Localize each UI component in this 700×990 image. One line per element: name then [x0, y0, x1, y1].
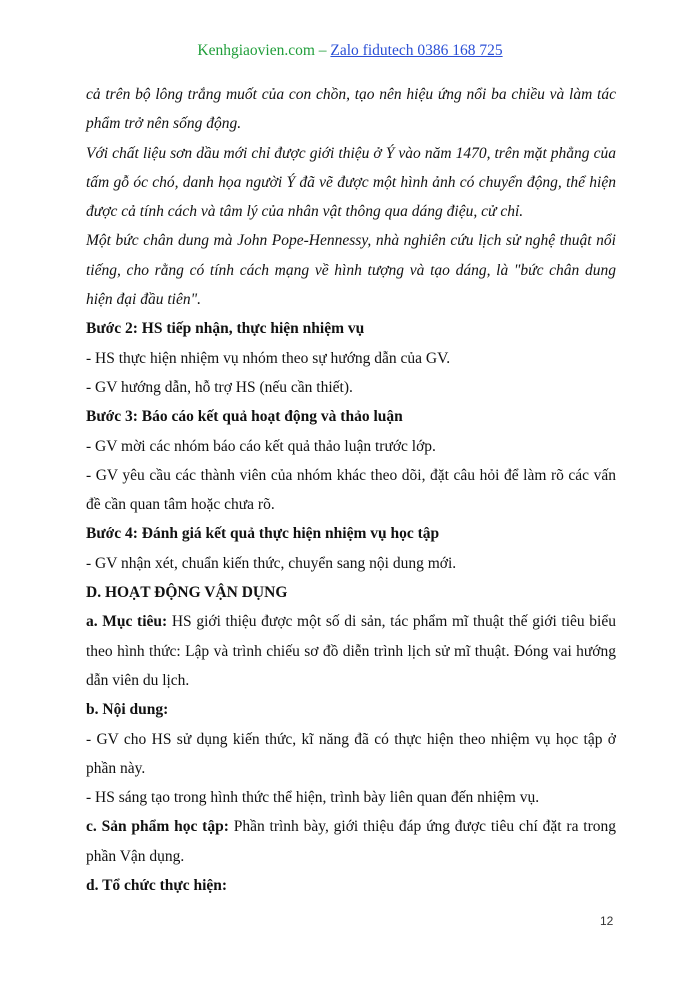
content-line-1: - GV cho HS sử dụng kiến thức, kĩ năng đã có thực hiện theo nhiệm vụ học tập ở phần này.	[86, 730, 616, 777]
content-line-2: - HS sáng tạo trong hình thức thể hiện, trình bày liên quan đến nhiệm vụ.	[86, 789, 540, 807]
section-d-heading: D. HOẠT ĐỘNG VẬN DỤNG	[86, 584, 288, 602]
step3-heading: Bước 3: Báo cáo kết quả hoạt động và thảo luận	[86, 408, 403, 426]
organization-heading: d. Tổ chức thực hiện:	[86, 877, 228, 895]
paragraph-intro-2: Với chất liệu sơn dầu mới chỉ được giới thiệu ở Ý vào năm 1470, trên mặt phẳng của tấm gỗ óc chó, danh họa người Ý đã vẽ được một hình ảnh có chuyển động, thể hiện được cả tính cách và tâm lý của nhân vật thông qua dáng điệu, cử chỉ.	[86, 144, 616, 221]
step2-heading: Bước 2: HS tiếp nhận, thực hiện nhiệm vụ	[86, 320, 365, 338]
contact-link[interactable]: Zalo fidutech 0386 168 725	[330, 42, 503, 59]
header-separator: –	[314, 42, 331, 59]
document-body	[86, 80, 616, 900]
paragraph-intro-3: Một bức chân dung mà John Pope-Hennessy, nhà nghiên cứu lịch sử nghệ thuật nổi tiếng, cho rằng có tính cách mạng về hình tượng và tạo dáng, là "bức chân dung hiện đại đầu tiên".	[86, 232, 616, 309]
page-header	[0, 42, 700, 60]
objective-paragraph	[86, 607, 616, 695]
paragraph-intro-1: cả trên bộ lông trắng muốt của con chồn, tạo nên hiệu ứng nổi ba chiều và làm tác phẩm trở nên sống động.	[86, 86, 616, 133]
objective-label: a. Mục tiêu:	[86, 613, 168, 631]
step2-line-2: - GV hướng dẫn, hỗ trợ HS (nếu cần thiết).	[86, 378, 353, 396]
step2-line-1: - HS thực hiện nhiệm vụ nhóm theo sự hướng dẫn của GV.	[86, 349, 451, 367]
page-number: 12	[600, 914, 614, 928]
product-paragraph	[86, 812, 616, 871]
step3-line-2: - GV yêu cầu các thành viên của nhóm khác theo dõi, đặt câu hỏi để làm rõ các vấn đề cần quan tâm hoặc chưa rõ.	[86, 466, 616, 514]
step4-heading: Bước 4: Đánh giá kết quả thực hiện nhiệm vụ học tập	[86, 525, 440, 543]
step4-line-1: - GV nhận xét, chuẩn kiến thức, chuyển sang nội dung mới.	[86, 554, 457, 572]
step3-line-1: - GV mời các nhóm báo cáo kết quả thảo luận trước lớp.	[86, 437, 436, 455]
objective-text: HS giới thiệu được một số di sản, tác phẩm mĩ thuật thế giới tiêu biểu theo hình thức: Lập và trình chiếu sơ đồ diễn trình lịch sử mĩ thuật. Đóng vai hướng dẫn viên du lịch.	[86, 613, 616, 689]
site-name[interactable]: Kenhgiaovien.com	[197, 42, 315, 59]
product-label: c. Sản phẩm học tập:	[86, 818, 229, 836]
content-heading: b. Nội dung:	[86, 701, 169, 719]
product-text: Phần trình bày, giới thiệu đáp ứng được tiêu chí đặt ra trong phần Vận dụng.	[86, 818, 616, 865]
